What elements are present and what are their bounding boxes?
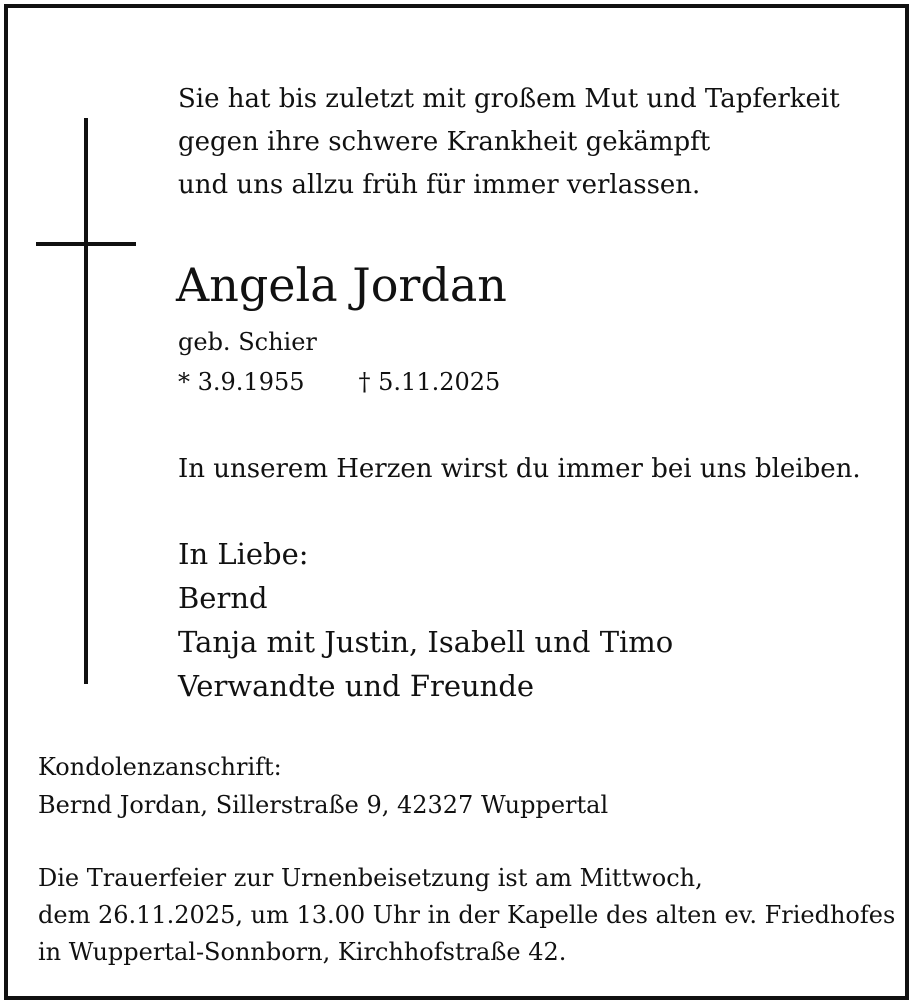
condolence-label: Kondolenzanschrift:	[38, 753, 282, 781]
closing-line: In unserem Herzen wirst du immer bei uns bleiben.	[178, 454, 861, 484]
condolence-address	[38, 748, 608, 824]
funeral-line-1: Die Trauerfeier zur Urnenbeisetzung ist am Mittwoch,	[38, 864, 703, 892]
death-date: † 5.11.2025	[358, 368, 501, 396]
opening-quote	[178, 78, 840, 207]
life-dates	[178, 362, 500, 402]
family-signature	[178, 532, 673, 708]
family-member: Bernd	[178, 581, 268, 615]
funeral-line-2: dem 26.11.2025, um 13.00 Uhr in der Kapelle des alten ev. Friedhofes	[38, 901, 896, 929]
family-member: Tanja mit Justin, Isabell und Timo	[178, 625, 674, 659]
funeral-line-3: in Wuppertal-Sonnborn, Kirchhofstraße 42.	[38, 938, 567, 966]
quote-line-2: gegen ihre schwere Krankheit gekämpft	[178, 127, 711, 157]
family-member: Verwandte und Freunde	[178, 669, 535, 703]
deceased-name: Angela Jordan	[176, 258, 507, 312]
quote-line-1: Sie hat bis zuletzt mit großem Mut und Tapferkeit	[178, 84, 840, 114]
cross-icon	[84, 118, 88, 684]
condolence-address-line: Bernd Jordan, Sillerstraße 9, 42327 Wuppertal	[38, 791, 609, 819]
birth-date: * 3.9.1955	[178, 368, 305, 396]
cross-bar	[36, 242, 136, 246]
funeral-info	[38, 860, 895, 971]
maiden-name: geb. Schier	[178, 328, 317, 356]
quote-line-3: und uns allzu früh für immer verlassen.	[178, 170, 701, 200]
family-intro: In Liebe:	[178, 537, 309, 571]
